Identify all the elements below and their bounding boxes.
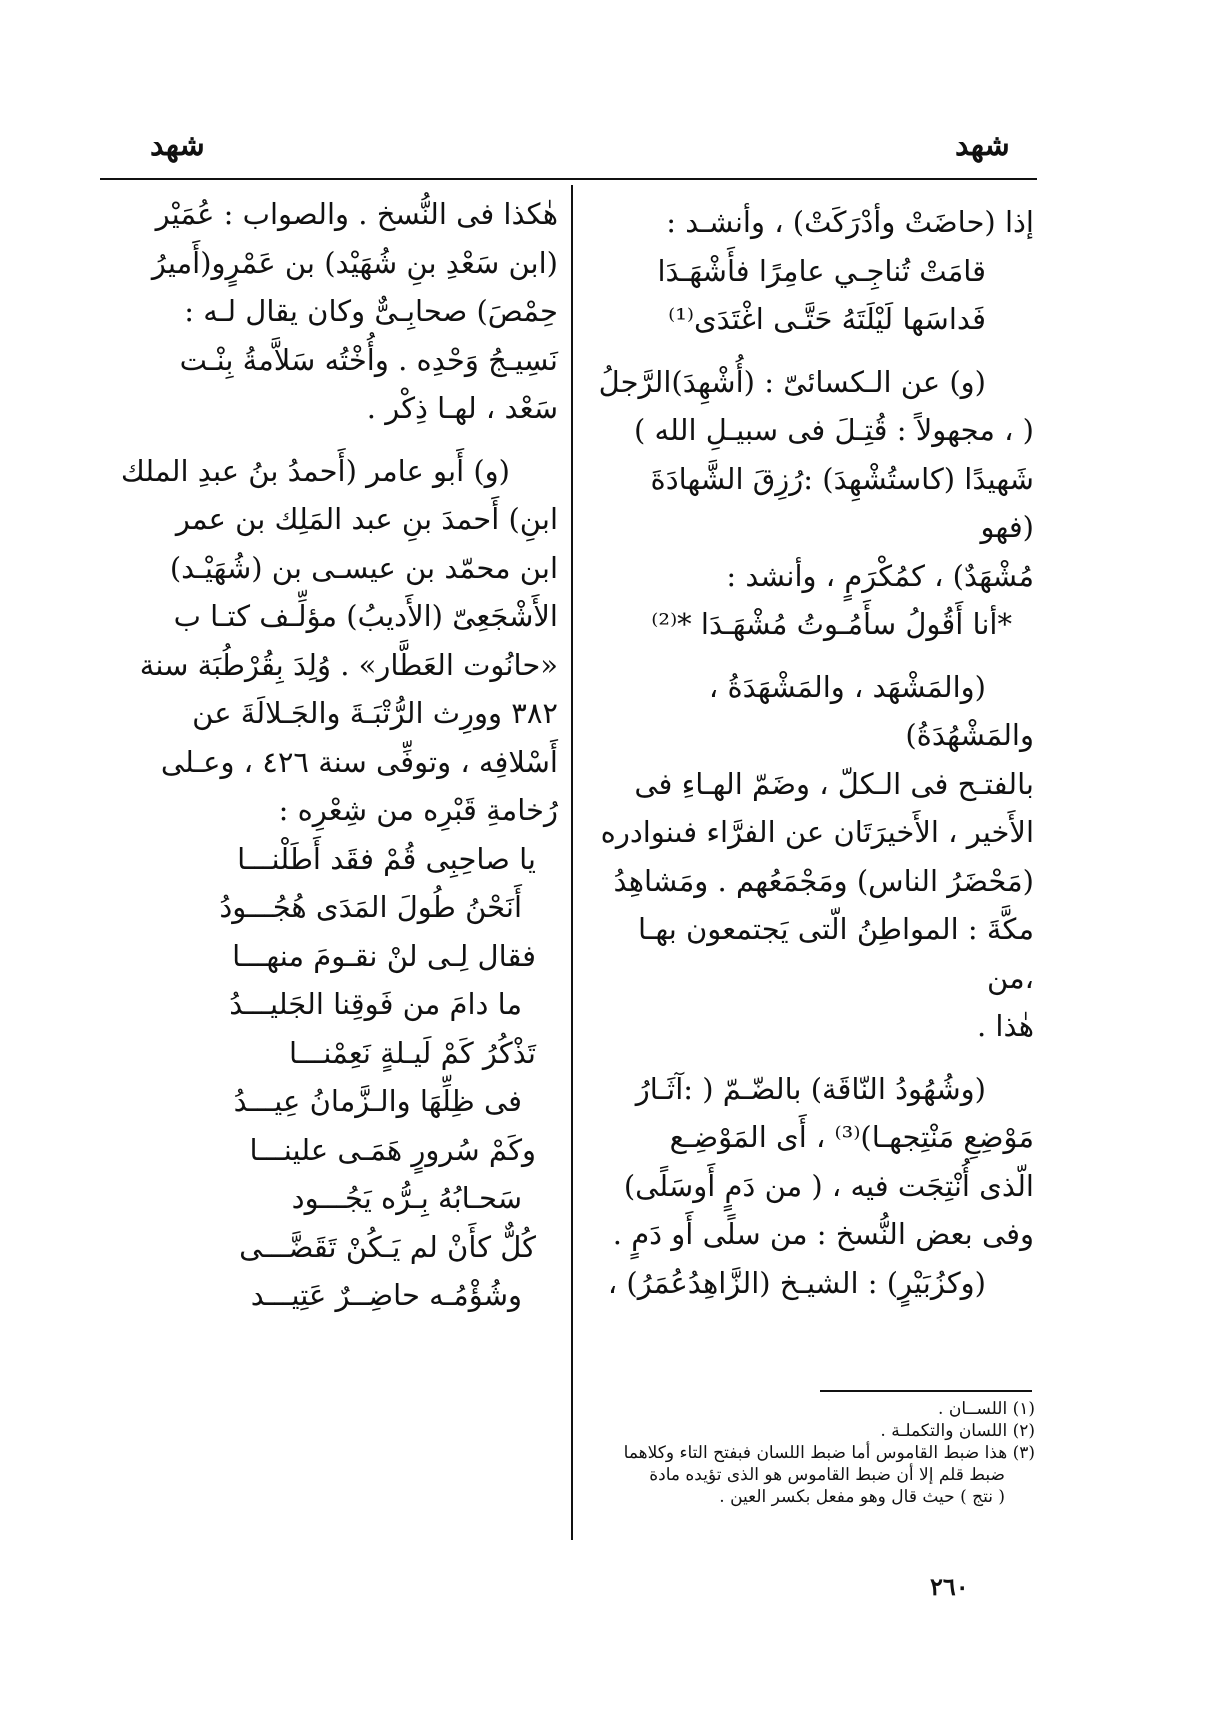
text-line: سَعْد ، لهـا ذِكْر . (366, 391, 558, 425)
verse-line: وشُؤْمُـه حاضِــرٌ عَتِيـــد (250, 1278, 522, 1312)
text-line: مُشْهَدٌ) ، كمُكْرَمٍ ، وأنشد : (726, 558, 1034, 593)
header-rule (100, 178, 1037, 180)
text-line: هٰكذا فى النُّسخ . والصواب : عُمَيْر (155, 197, 558, 231)
verse-line: تَذْكُرُ كَمْ لَيـلةٍ نَعِمْنـــا (289, 1035, 536, 1070)
running-header-left: شهد (150, 128, 205, 163)
footnote-1: (١) اللســان . (938, 1399, 1035, 1419)
footnotes (605, 1398, 1035, 1508)
text-line: ابنِ) أَحمدَ بنِ عبد المَلِك بن عمر (175, 502, 558, 536)
column-divider (571, 185, 573, 1540)
text-line: مكَّةَ : المواطِنُ الّتى يَجتمعون بهـا ،من (638, 912, 1034, 995)
footnote-3-continued: ضبط قلم إلا أن ضبط القاموس هو الذى تؤيده مادة (649, 1465, 1005, 1485)
verse-line: قامَتْ تُناجِـي عامِرًا فأَشْهَـدَا (657, 253, 986, 288)
verse-line: ما دامَ من فَوقِنا الجَليـــدُ (229, 987, 522, 1021)
verse-line: فَداسَها لَيْلَتَهُ حَتَّـى اغْتَدَى⁽¹⁾ (668, 302, 986, 336)
footnote-3-continued: ( نتج ) حيث قال وهو مفعل بكسر العين . (719, 1487, 1005, 1507)
text-line: بالفتـح فى الـكلّ ، وضَمّ الهـاءِ فى (634, 766, 1034, 801)
footnote-rule (820, 1390, 1032, 1392)
page-number: ٢٦٠ (930, 1572, 969, 1601)
text-line: هٰذا . (976, 1009, 1034, 1043)
verse-line: أَنَحْنُ طُولَ المَدَى هُجُـــودُ (219, 890, 522, 924)
text-line: الأَشْجَعِىّ (الأَديبُ) مؤلِّـف كتـا ب (173, 599, 558, 633)
text-line: وفى بعض النُّسخ : من سلًى أَو دَمٍ . (612, 1217, 1034, 1251)
text-line: رُخامةِ قَبْرِه من شِعْرِه : (278, 793, 558, 827)
verse-line: فقال لِـى لنْ نقـومَ منهـــا (232, 938, 536, 973)
verse-line: سَحـابُهُ بِـرُّه يَجُـــود (291, 1181, 522, 1215)
text-line: (مَحْضَرُ الناس) ومَجْمَعُهم . ومَشاهِدُ (613, 863, 1034, 898)
text-line: (و) أَبو عامر (أَحمدُ بنُ عبدِ الملك (120, 453, 510, 488)
text-line: (ابن سَعْدِ بنِ شُهَيْد) بن عَمْرٍو(أَميرُ (151, 245, 558, 280)
verse-line: *أنا أَقُولُ سأَمُـوتُ مُشْهَـدَا *⁽²⁾ (651, 607, 1012, 641)
text-line: نَسِيـجُ وَحْدِه . وأُخْتُه سَلاَّمةُ بِنْـت (179, 342, 558, 377)
text-line: (والمَشْهَد ، والمَشْهَدَةُ ، والمَشْهُدَةُ) (708, 669, 1034, 752)
text-line: مَوْضِعِ مَنْتِجهـا)⁽³⁾ ، أَى المَوْضِـع (669, 1120, 1034, 1154)
text-line: حِمْصَ) صحابِـىٌّ وكان يقال لـه : (184, 294, 558, 328)
text-line: (وشُهُودُ النّاقَة) بالضّـمّ ( :آثَـارُ (635, 1071, 986, 1106)
text-line: الّذى أُنْتِجَت فيه ، ( من دَمٍ أَوسَلًى) (623, 1168, 1034, 1203)
text-line: الأَخير ، الأَخيرَتَان عن الفرَّاء فىنوادره (600, 815, 1034, 849)
text-line: أَسْلافِه ، وتوفِّى سنة ٤٢٦ ، وعـلى (160, 744, 558, 779)
running-header-right: شهد (955, 128, 1010, 163)
footnote-3: (٣) هذا ضبط القاموس أما ضبط اللسان فبفتح التاء وكلاهما (623, 1443, 1035, 1463)
text-line: ( ، مجهولاً : قُتِـلَ فى سبيـلِ الله ) (633, 413, 1034, 447)
text-line: إذا (حاضَتْ وأدْرَكَتْ) ، وأنشـد : (666, 205, 1034, 239)
verse-line: يا صاحِبِى قُمْ فقَد أَطَلْنـــا (237, 841, 536, 876)
text-line: (و) عن الـكسائىّ : (أُشْهِدَ)الرَّجلُ (598, 364, 986, 399)
text-line: «حانُوت العَطَّار» . وُلِدَ بِقُرْطُبَة سنة (139, 647, 558, 682)
text-line: شَهيدًا (كاستُشْهِدَ) :رُزِقَ الشَّهادَةَ (فهو (650, 461, 1034, 544)
right-column (590, 198, 1034, 1307)
footnote-2: (٢) اللسان والتكملـة . (880, 1421, 1035, 1441)
verse-line: كُلٌّ كأَنْ لم يَـكُنْ تَقَضَّـــى (239, 1229, 536, 1264)
text-line: ٣٨٢ وورِث الرُّتْبَـةَ والجَـلالَةَ عن (192, 696, 558, 730)
text-line: ابن محمّد بن عيسـى بن (شُهَيْـد) (169, 550, 558, 585)
verse-line: وكَمْ سُرورٍ هَمَـى علينـــا (249, 1132, 536, 1167)
text-line: (وكزُبَيْرٍ) : الشيـخ (الزَّاهِدُعُمَرُ) ، (607, 1265, 986, 1300)
verse-line: فى ظِلِّهَا والـزَّمانُ عِيـــدُ (233, 1084, 522, 1118)
left-column (110, 190, 558, 1320)
